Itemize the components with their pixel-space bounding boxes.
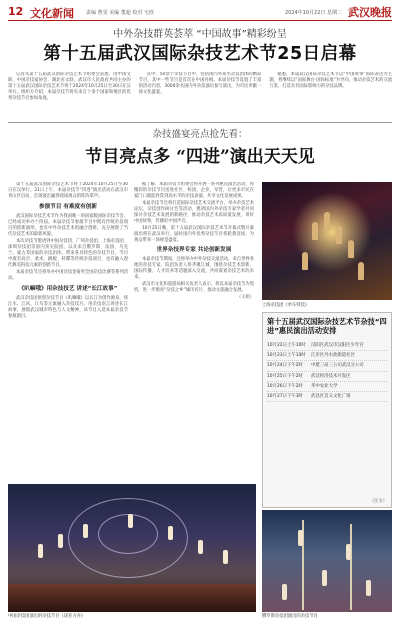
subheading: 世界杂技界专家 共论创新发展 <box>156 247 232 253</box>
section-name: 文化新闻 <box>30 7 74 20</box>
performer-figure <box>168 526 173 540</box>
performer-figure <box>223 550 228 564</box>
acrobat-photo-bottom-left <box>8 484 256 612</box>
byline: （王娟） <box>236 295 254 300</box>
photo-caption: 俄罗斯杂技团演出的杂技节目 <box>262 614 318 619</box>
performer-figure <box>298 530 303 546</box>
divider <box>8 122 392 123</box>
paragraph: 据了解，本届杂技节组委会将开展一系列惠民演出活动，将精彩的杂技节目送进社区、校园、企业、军营，让更多市民在家门口就能欣赏到高水平的杂技表演，共享文化发展成果。 <box>134 182 254 199</box>
editor-credits: 责编 曹雯 美编 董超 校对 宅欣 <box>86 10 154 16</box>
performer-figure <box>324 212 330 230</box>
schedule-row: 10月23日上午10时 江岸区丹水池街道社区 <box>267 351 387 361</box>
paragraph: 武汉杂技团原创杂技节目《叭嘛哦》以长江为创作源泉，将江水、江风、江鸟等元素融入杂技技巧，用杂技语言讲述长江故事，展现武汉城市特色与人文精神，该节目入选本届杂技节参演剧目。 <box>8 296 128 319</box>
schedule-row: 10月22日上午10时 汉阳区武汉市汉阳区少年宫 <box>267 341 387 351</box>
performer-figure <box>302 252 308 270</box>
issue-date: 2024年10月22日 星期二 <box>284 10 342 16</box>
performer-figure <box>128 514 133 528</box>
performer-figure <box>312 222 318 240</box>
acrobat-photo-top <box>262 182 392 300</box>
performer-figure <box>282 584 287 600</box>
paragraph: 武汉市文化和旅游局相关负责人表示，将以本届杂技节为契机，进一步擦亮“杂技之乡”城市名片，推动文旅融合发展。 <box>134 282 254 293</box>
schedule-box <box>262 312 392 508</box>
paragraph: 本次杂技节邀请到中国杂技团、广州杂技团、上海杂技团、深圳杂技团等国内顶尖院团，以及来自俄罗斯、法国、乌克兰、蒙古等国家的杂技团体，带来各具特色的杂技节目。节目中既有高空、柔术、跳板、转碟等传统杂技项目，也有融入现代舞美科技元素的创新节目。 <box>8 239 128 268</box>
top-story-body <box>8 72 392 120</box>
feature-column-left <box>8 182 128 518</box>
performer-figure <box>38 544 43 558</box>
photo-caption: 上海杂技团《单车特技》 <box>262 303 310 308</box>
subheading: 参演节目 有难度有创新 <box>39 204 97 210</box>
section-number: 12 <box>8 5 24 18</box>
performer-figure <box>358 262 364 280</box>
schedule-row: 10月25日下午2时 武汉经济技术开发区 <box>267 372 387 382</box>
performer-figure <box>366 580 371 596</box>
top-story-column: 据悉，本届武汉国际杂技艺术节以“中国故事”国际表达为主题，将继续以“国际舞台·国际标准”为导向，推动杂技艺术的交流互鉴，打造具有国际影响力的杂技品牌。 <box>269 72 393 89</box>
paragraph: 第十五届武汉国际杂技艺术节将于2024年10月25日至30日在汉举行。21日上午，本届杂技节“四进”演出活动在武汉市青山区启动，首场演出赢得现场观众的阵阵掌声。 <box>8 182 128 199</box>
schedule-row: 10月24日下午2时 中建三局三公司武汉分公司 <box>267 361 387 371</box>
performer-figure <box>346 544 351 560</box>
stage-floor <box>8 584 256 612</box>
schedule-credit: （汪文） <box>369 499 387 504</box>
paragraph: 武汉国际杂技艺术节作为我国唯一的国家级国际杂技节会，已经成功举办十四届。本届杂技节参演节目中既有传统杂技项目的创新演绎，也有中外杂技艺术的融合创新，充分展现了当代杂技艺术的最新风貌。 <box>8 214 128 237</box>
top-story-column: 记者从第十五届武汉国际杂技艺术节组委会获悉，由中国文联、中国杂技家协会、湖北省文联、武汉市人民政府共同主办的第十五届武汉国际杂技艺术节将于2024年10月25日至30日在汉举行。组织方介绍，本届杂技节将有来自十余个国家和地区的优秀杂技节目参加角逐。 <box>8 72 131 101</box>
photo-caption: 中国杂技团演出的杂技节目《诺亚方舟》 <box>8 614 86 619</box>
performance-pole <box>350 524 352 610</box>
schedule-row: 10月26日下午2时 华中农业大学 <box>267 382 387 392</box>
schedule-title: 第十五届武汉国际杂技艺术节杂技“四进”惠民演出活动安排 <box>267 317 387 335</box>
top-story-headline: 第十五届武汉国际杂技艺术节25日启幕 <box>43 44 357 64</box>
performer-figure <box>322 570 327 586</box>
performer-figure <box>83 524 88 538</box>
subheading: 《叭嘛哦》用杂技技艺 讲述“长江故事” <box>18 286 118 292</box>
top-story-kicker: 中外杂技群英荟萃 “中国故事”精彩纷呈 <box>113 29 287 40</box>
performer-figure <box>336 226 342 244</box>
masthead <box>8 5 392 21</box>
schedule-row: 10月27日下午3时 武昌区首义文化广场 <box>267 392 387 402</box>
paragraph: 本届杂技节还将举办中国杂技金菊奖全国杂技比赛等系列活动。 <box>8 270 128 281</box>
performer-figure <box>348 240 354 258</box>
top-story-column: 其中，50余个杂技节目中，包括国内外知名杂技团体的精彩节目，其中一些节目是首次在中国亮相。本届杂技节设置了丰富的活动内容，3000余名国内外杂技演员参与演出，为市民奉献一场文化盛宴。 <box>138 72 262 95</box>
feature-kicker: 杂技盛宴亮点抢先看： <box>152 129 248 140</box>
acrobat-photo-bottom-right <box>262 510 392 612</box>
performer-figure <box>198 540 203 554</box>
feature-column-middle <box>134 182 254 482</box>
paragraph: 本届杂技节期间，还将举办中外杂技交流活动，来自世界各地的杂技专家、院团负责人将齐聚江城，围绕杂技艺术创新、国际传播、人才培养等话题深入交流，共同谋划杂技艺术的未来。 <box>134 257 254 280</box>
newspaper-logo: 武汉晚报 <box>348 6 392 19</box>
paragraph: 10月25日晚，第十五届武汉国际杂技艺术节开幕式暨开幕演出将在武汉举行，届时国内外优秀杂技节目将轮番登场，为观众带来一场视觉盛宴。 <box>134 226 254 243</box>
performer-figure <box>58 534 63 548</box>
feature-headline: 节目亮点多 “四进”演出天天见 <box>85 147 315 167</box>
paragraph: 本届杂技节还将打造国际杂技艺术交流平台，举办杂技艺术论坛、杂技创作研讨会等活动，邀请国内外杂技专家学者共同探讨杂技艺术发展的新路径，推动杂技艺术高质量发展，讲好中国故事，传播好中国声音。 <box>134 201 254 224</box>
